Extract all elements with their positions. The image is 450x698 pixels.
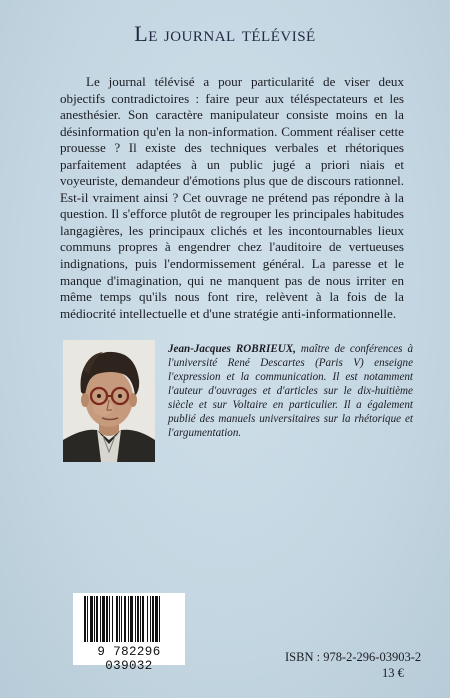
barcode-bar <box>102 596 105 642</box>
barcode-bar <box>94 596 95 642</box>
barcode-bars <box>78 596 180 646</box>
barcode-bar <box>109 596 110 642</box>
barcode-bar <box>116 596 118 642</box>
barcode-bar <box>112 596 113 642</box>
author-portrait-image <box>63 340 155 462</box>
author-photo <box>63 340 155 462</box>
barcode-bar <box>130 596 133 642</box>
book-title: Le journal télévisé <box>134 21 316 46</box>
barcode-bar <box>96 596 98 642</box>
barcode-bar <box>121 596 122 642</box>
blurb-paragraph: Le journal télévisé a pour particularité de viser deux objectifs contradictoires : faire peur aux téléspectateurs et les anesthésier. Son caractère manipulateur consiste moins en la désinformation qu'en la non-information. Comment réaliser cette prouesse ? Il existe des techniques verbales et rhétoriques parfaitement adaptées à un public jugé a priori niais et voyeuriste, demandeur d'émotions plus que de discours rationnel. Est-il vraiment ainsi ? Cet ouvrage ne prétend pas répondre à la question. Il s'efforce plutôt de regrouper les principales habitudes langagières, les principaux clichés et les incontournables lieux communs propres à engendrer chez l'auditoire de vertueuses indignations, puis l'endormissement général. La paresse et le manque d'imagination, qui ne manquent pas de nous irriter en même temps qu'ils nous font rire, relèvent à la fois de la médiocrité intellectuelle et d'une stratégie anti-informationnelle. <box>60 74 404 321</box>
barcode-digits: 9 782296 039032 <box>97 645 161 673</box>
author-bio <box>168 343 413 441</box>
price-label: 13 € <box>382 666 404 680</box>
barcode-bar <box>150 596 151 642</box>
isbn-label: ISBN : 978-2-296-03903-2 <box>285 650 422 664</box>
barcode-bar <box>106 596 108 642</box>
barcode-bar <box>159 596 160 642</box>
barcode-bar <box>124 596 126 642</box>
barcode-bar <box>155 596 158 642</box>
barcode-bar <box>147 596 148 642</box>
barcode-bar <box>142 596 144 642</box>
barcode-bar <box>135 596 136 642</box>
barcode-bar <box>87 596 88 642</box>
barcode-bar <box>90 596 93 642</box>
author-name: Jean-Jacques ROBRIEUX, <box>168 343 296 355</box>
barcode-bar <box>137 596 139 642</box>
barcode <box>73 593 185 673</box>
author-bio-text: maître de conférences à l'université René Descartes (Paris V) enseigne l'expression et la communication. Il est notamment l'auteur d'ouvrages et d'articles sur le dix-huitième siècle et sur Voltaire en particulier. Il a également publié des manuels universitaires sur la rhétorique et l'argumentation. <box>168 343 413 439</box>
barcode-bar <box>140 596 141 642</box>
barcode-bar <box>128 596 129 642</box>
barcode-bar <box>119 596 120 642</box>
barcode-bar <box>100 596 101 642</box>
barcode-bar <box>84 596 86 642</box>
barcode-bar <box>152 596 154 642</box>
